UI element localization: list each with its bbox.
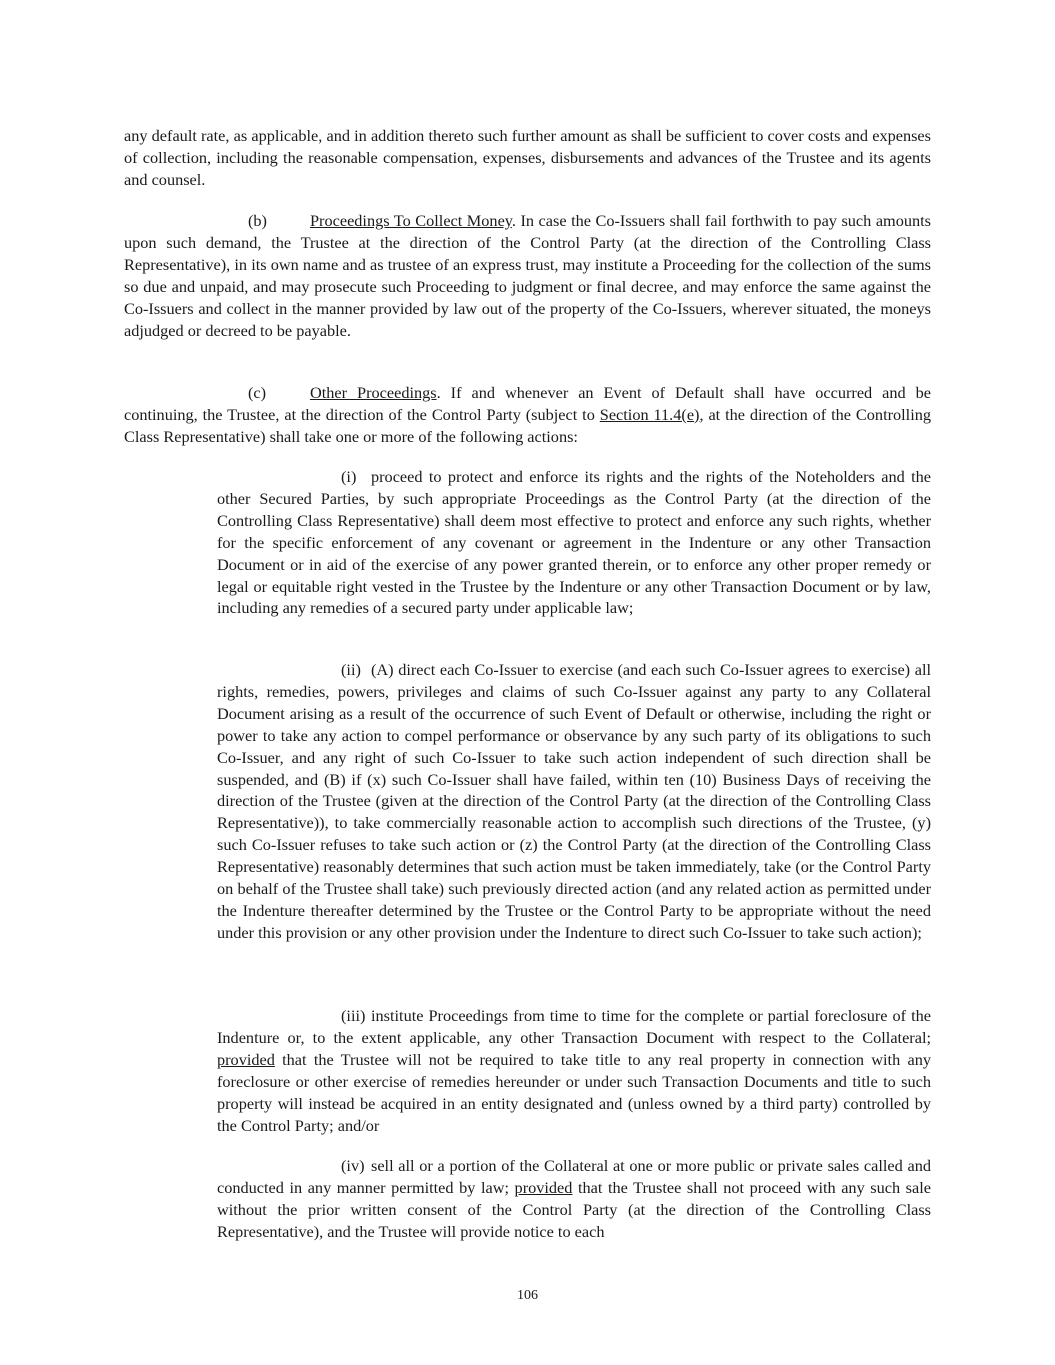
paragraph-c (124, 382, 931, 448)
clause-iv (217, 1155, 931, 1243)
paragraph-c-text-2: , at the direction of the Controlling Class Representative) shall take one or more of the following actions: (124, 404, 932, 446)
clause-ii-label: (ii) (341, 660, 361, 679)
clause-iii-provided: provided (217, 1049, 275, 1069)
clause-iv-provided: provided (514, 1177, 573, 1197)
paragraph-b-heading: Proceedings To Collect Money (310, 211, 512, 230)
paragraph-c-text-1: . If and whenever an Event of Default shall have occurred and be continuing, the Trustee, at the direction of the Control Party (subject to (124, 383, 932, 424)
clause-iii-text-2: that the Trustee will not be required to take title to any real property in connection with any foreclosure or other exercise of remedies hereunder or under such Transaction Documents and title to such property will instead be acquired in an entity designated and (unless owned by a third party) controlled by the Control Party; and/or (217, 1049, 931, 1135)
clause-iv-label: (iv) (341, 1156, 365, 1175)
paragraph-continuation: any default rate, as applicable, and in addition thereto such further amount as shall be sufficient to cover costs and expenses of collection, including the reasonable compensation, expenses, disbursements and advances of the Trustee and its agents and counsel. (124, 126, 931, 189)
clause-ii-text: (A) direct each Co-Issuer to exercise (and each such Co-Issuer agrees to exercise) all rights, remedies, powers, privileges and claims of such Co-Issuer against any party to any Collateral Document arising as a result of the occurrence of such Event of Default or otherwise, including the right or power to take any action to compel performance or observance by any such party of its obligations to such Co-Issuer, and any right of such Co-Issuer to take such action independent of such direction shall be suspended, and (B) if (x) such Co-Issuer shall have failed, within ten (10) Business Days of receiving the direction of the Trustee (given at the direction of the Control Party (at the direction of the Controlling Class Representative)), to take commercially reasonable action to accomplish such directions of the Trustee, (y) such Co-Issuer refuses to take such action or (z) the Control Party (at the direction of the Controlling Class Representative) reasonably determines that such action must be taken immediately, take (or the Control Party on behalf of the Trustee shall take) such previously directed action (and any related action as permitted under the Indenture thereafter determined by the Trustee or the Control Party to be appropriate without the need under this provision or any other provision under the Indenture to direct such Co-Issuer to take such action); (217, 660, 931, 942)
clause-iv-text-2: that the Trustee shall not proceed with any such sale without the prior written consent of the Control Party (at the direction of the Controlling Class Representative), and the Trustee will provide notice to each (217, 1177, 931, 1241)
paragraph-c-label: (c) (248, 383, 267, 402)
clause-iv-text-1: sell all or a portion of the Collateral at one or more public or private sales called and conducted in any manner permitted by law; (217, 1156, 931, 1197)
clause-ii (217, 659, 931, 944)
clause-i-label: (i) (341, 467, 357, 486)
page-number: 106 (517, 1288, 538, 1303)
clause-iii-label: (iii) (341, 1006, 366, 1025)
section-reference: Section 11.4(e) (599, 404, 700, 424)
paragraph-b (124, 210, 931, 341)
clause-i (217, 466, 931, 619)
clause-iii (217, 1005, 931, 1136)
clause-iii-text-1: institute Proceedings from time to time for the complete or partial foreclosure of the Indenture or, to the extent applicable, any other Transaction Document with respect to the Collateral; (217, 1006, 931, 1047)
paragraph-b-label: (b) (248, 211, 267, 230)
paragraph-b-text: . In case the Co-Issuers shall fail forthwith to pay such amounts upon such demand, the Trustee at the direction of the Control Party (at the direction of the Controlling Class Representative), in its own name and as trustee of an express trust, may institute a Proceeding for the collection of the sums so due and unpaid, and may prosecute such Proceeding to judgment or final decree, and may enforce the same against the Co-Issuers and collect in the manner provided by law out of the property of the Co-Issuers, wherever situated, the moneys adjudged or decreed to be payable. (124, 211, 931, 340)
paragraph-c-heading: Other Proceedings (310, 383, 437, 402)
clause-i-text: proceed to protect and enforce its rights and the rights of the Noteholders and the other Secured Parties, by such appropriate Proceedings as the Control Party (at the direction of the Controlling Class Representative) shall deem most effective to protect and enforce any such rights, whether for the specific enforcement of any covenant or agreement in the Indenture or any other Transaction Document or in aid of the exercise of any power granted therein, or to enforce any other proper remedy or legal or equitable right vested in the Trustee by the Indenture or any other Transaction Document or by law, including any remedies of a secured party under applicable law; (217, 467, 931, 618)
